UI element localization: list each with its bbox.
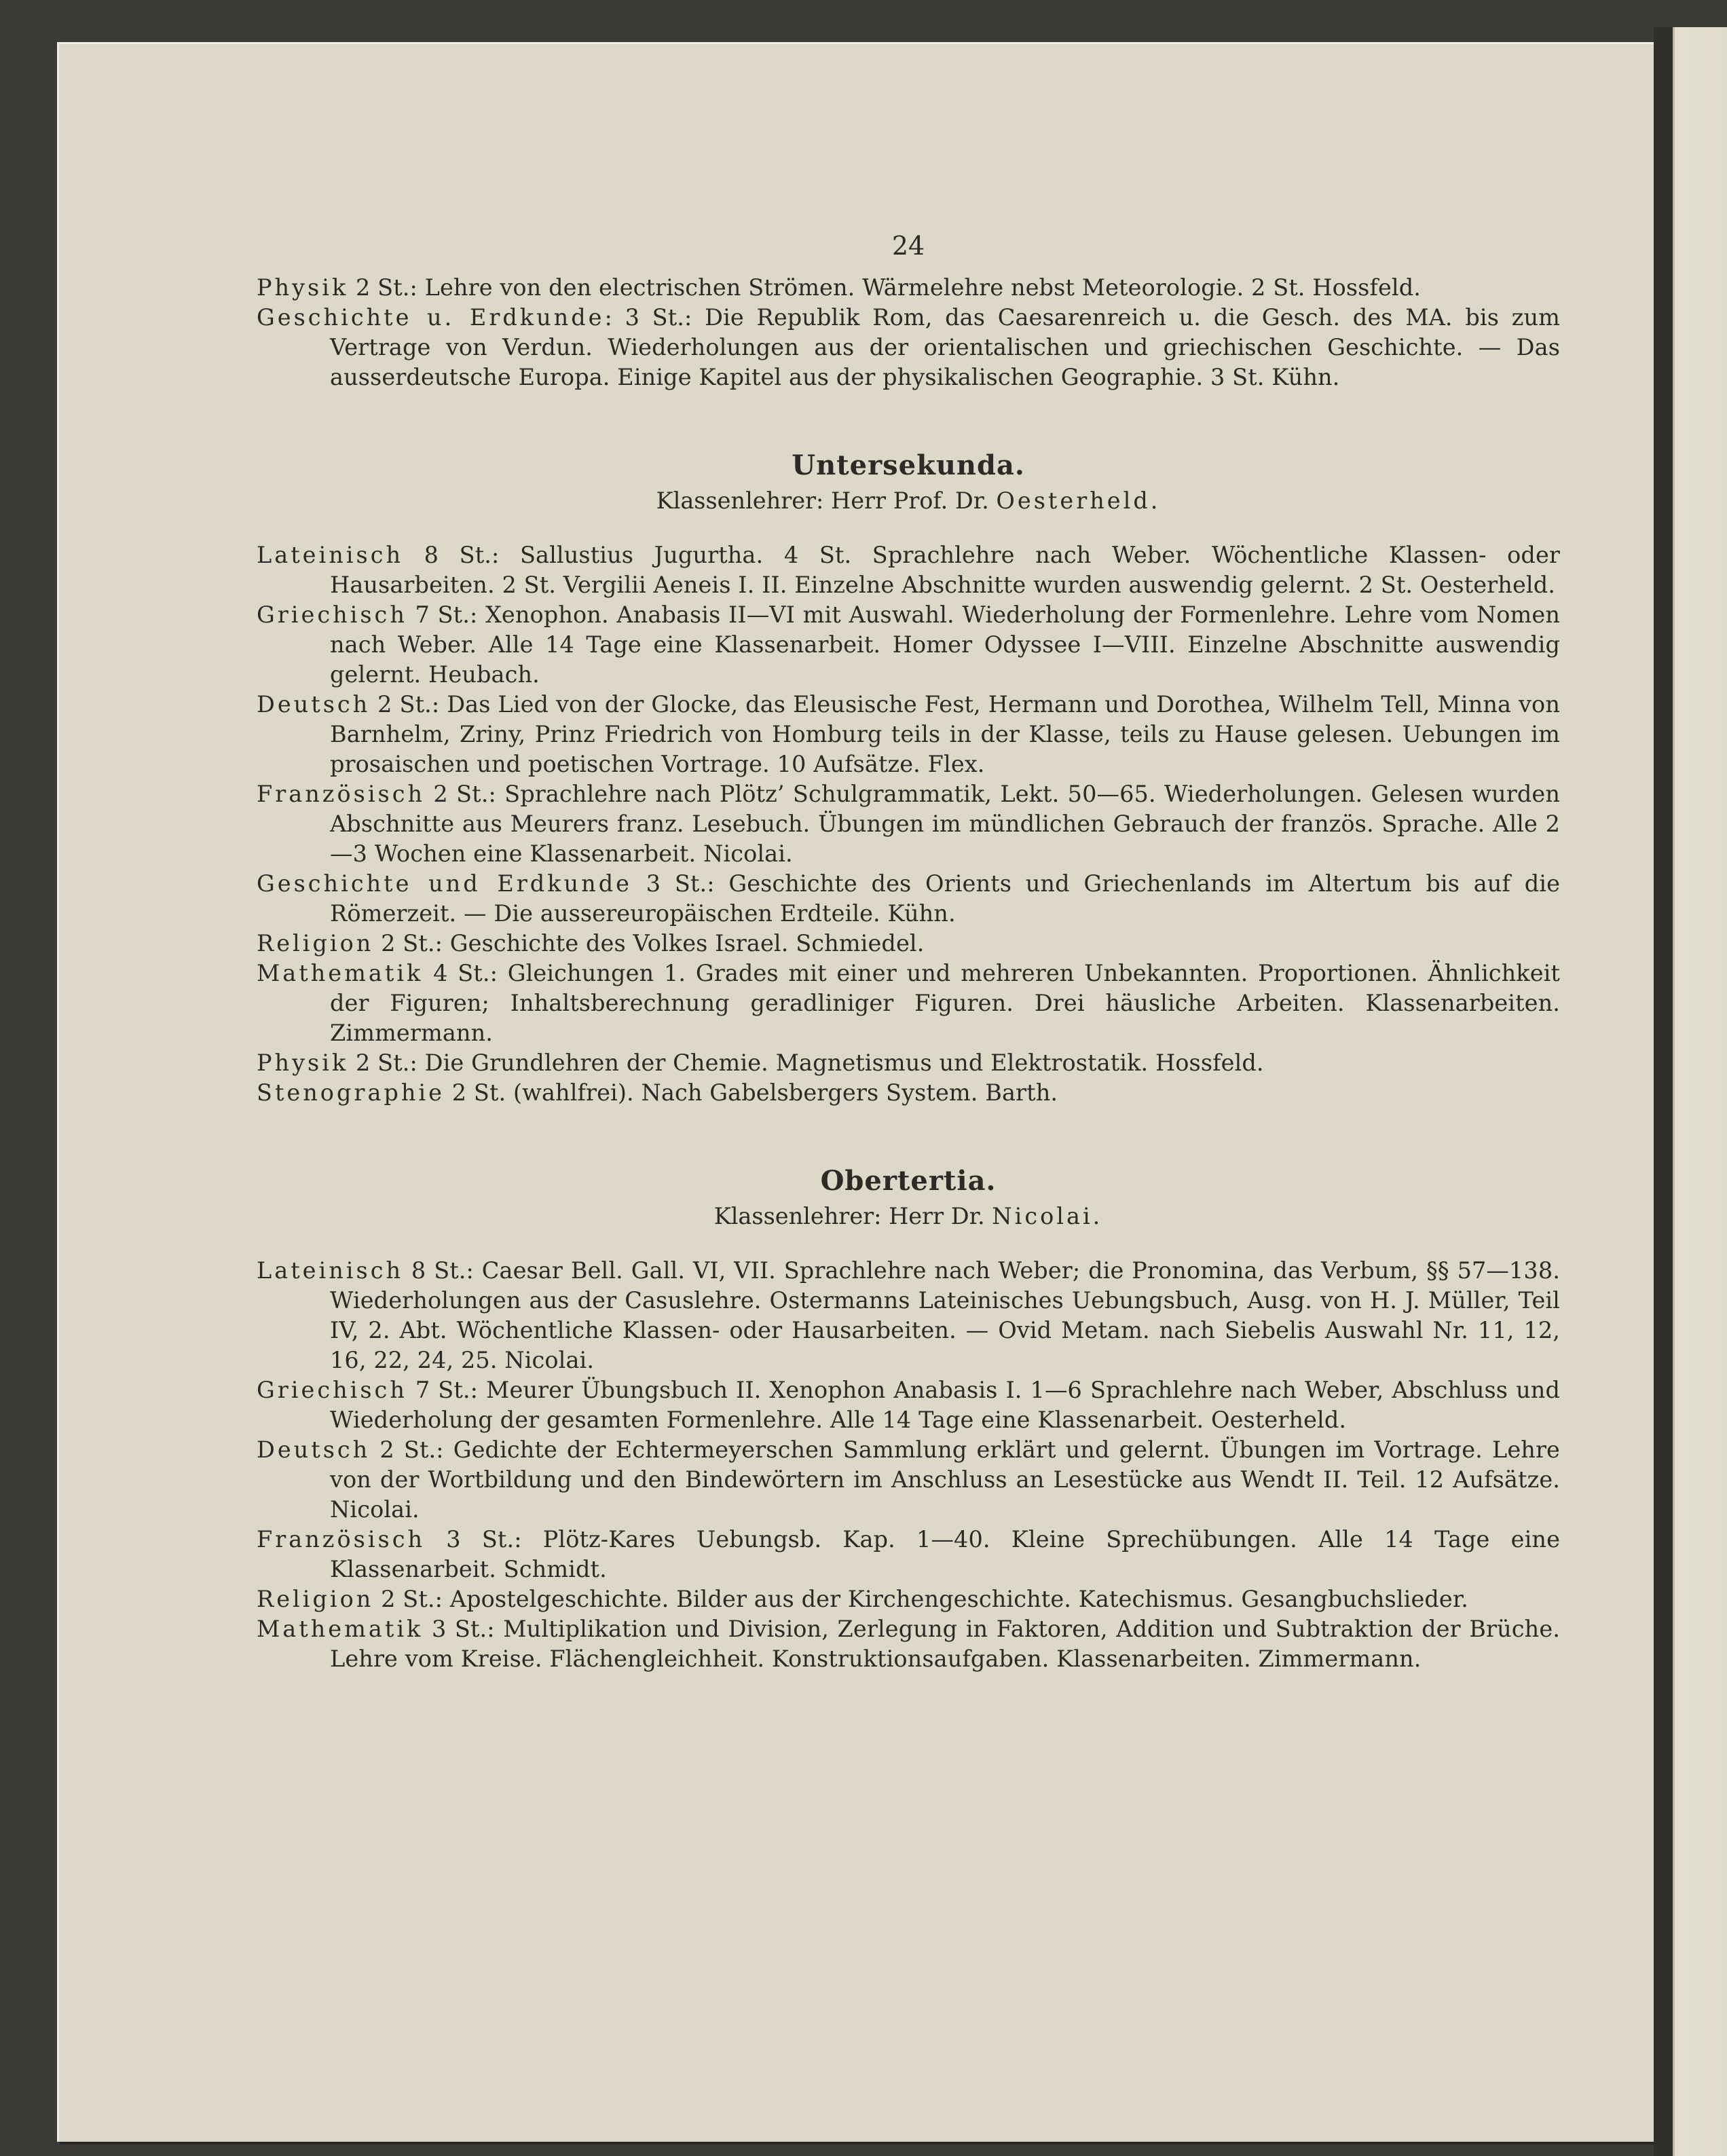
section-heading-untersekunda: Untersekunda. [792, 449, 1025, 481]
entry-subject: Lateinisch [257, 542, 404, 568]
entry-subject: Deutsch [257, 691, 371, 718]
entry-subject: Mathematik [257, 1616, 424, 1642]
teacher-name: Oesterheld. [996, 487, 1161, 514]
entry-text: 2 St. (wahlfrei). Nach Gabelsbergers System. Barth. [444, 1079, 1058, 1106]
entry-text: 2 St.: Apostelgeschichte. Bilder aus der Kirchengeschichte. Katechismus. Gesangbuchslieder. [373, 1586, 1469, 1612]
entry-text: : 3 St.: Die Republik Rom, das Caesarenreich u. die Gesch. des MA. bis zum Vertrage von Verdun. Wiederholungen aus der orientalischen und griechischen Geschichte. — Das ausserdeutsche Europa. Einige Kapitel aus der physikalischen Geographie. 3 St. Kühn. [330, 304, 1560, 390]
entry-subject: Mathematik [257, 960, 424, 986]
entry-lateinisch [257, 540, 1560, 600]
entry-deutsch [257, 1435, 1560, 1525]
entry-religion [257, 929, 1560, 959]
section-heading-obertertia: Obertertia. [820, 1165, 997, 1197]
entry-subject: Religion [257, 1586, 374, 1612]
entry-subject: Deutsch [257, 1436, 371, 1463]
entry-subject: Französisch [257, 781, 426, 807]
entry-subject: Griechisch [257, 1377, 407, 1403]
entry-lateinisch [257, 1256, 1560, 1375]
entry-subject: Physik [257, 274, 349, 301]
entry-text: 8 St.: Sallustius Jugurtha. 4 St. Sprachlehre nach Weber. Wöchentliche Klassen- oder Hausarbeiten. 2 St. Vergilii Aeneis I. II. Einzelne Abschnitte wurden auswendig gelernt. 2 St. Oesterheld. [330, 542, 1560, 598]
entry-geschichte-obersekunda [257, 303, 1560, 392]
page-gutter-line [1673, 27, 1675, 2156]
entry-griechisch [257, 600, 1560, 690]
entry-subject: Stenographie [257, 1079, 445, 1106]
class-teacher-line [257, 1202, 1560, 1231]
class-teacher-line [257, 486, 1560, 516]
entry-subject: Griechisch [257, 601, 407, 628]
facing-page-edge [1654, 27, 1727, 2156]
entry-text: 3 St.: Plötz-Kares Uebungsb. Kap. 1—40. Kleine Sprechübungen. Alle 14 Tage eine Klassenarbeit. Schmidt. [330, 1526, 1560, 1582]
entry-text: 2 St.: Lehre von den electrischen Strömen. Wärmelehre nebst Meteorologie. 2 St. Hossfeld. [348, 274, 1422, 301]
teacher-prefix: Klassenlehrer: Herr Prof. Dr. [656, 487, 997, 514]
entry-mathematik [257, 1614, 1560, 1674]
entry-text: 3 St.: Multiplikation und Division, Zerlegung in Faktoren, Addition und Subtraktion der Brüche. Lehre vom Kreise. Flächengleichheit. Konstruktionsaufgaben. Klassenarbeiten. Zimmermann. [330, 1616, 1560, 1672]
entry-mathematik [257, 959, 1560, 1048]
entry-subject: Geschichte und Erdkunde [257, 870, 632, 897]
entry-deutsch [257, 690, 1560, 779]
page-number: 24 [891, 231, 925, 261]
entry-text: 2 St.: Geschichte des Volkes Israel. Schmiedel. [373, 930, 925, 956]
entry-subject: Physik [257, 1049, 349, 1076]
teacher-name: Nicolai. [992, 1203, 1103, 1229]
entry-subject: Geschichte u. Erdkunde [257, 304, 605, 331]
entry-religion [257, 1584, 1560, 1614]
entry-text: 3 St.: Geschichte des Orients und Griechenlands im Altertum bis auf die Römerzeit. — Die aussereuropäischen Erdteile. Kühn. [330, 870, 1560, 927]
entry-text: 2 St.: Gedichte der Echtermeyerschen Sammlung erklärt und gelernt. Übungen im Vortrage. Lehre von der Wortbildung und den Bindewörtern im Anschluss an Lesestücke aus Wendt II. Teil. 12 Aufsätze. Nicolai. [330, 1436, 1560, 1523]
teacher-prefix: Klassenlehrer: Herr Dr. [713, 1203, 992, 1229]
entry-text: 4 St.: Gleichungen 1. Grades mit einer und mehreren Unbekannten. Proportionen. Ähnlichkeit der Figuren; Inhaltsberechnung geradliniger Figuren. Drei häusliche Arbeiten. Klassenarbeiten. Zimmermann. [330, 960, 1560, 1046]
entry-text: 2 St.: Sprachlehre nach Plötz’ Schulgrammatik, Lekt. 50—65. Wiederholungen. Gelesen wurden Abschnitte aus Meurers franz. Lesebuch. Übungen im mündlichen Gebrauch der französ. Sprache. Alle 2—3 Wochen eine Klassenarbeit. Nicolai. [330, 781, 1560, 867]
entry-physik-obersekunda [257, 273, 1560, 303]
entry-text: 2 St.: Die Grundlehren der Chemie. Magnetismus und Elektrostatik. Hossfeld. [348, 1049, 1264, 1076]
entry-subject: Lateinisch [257, 1257, 404, 1284]
entry-text: 7 St.: Xenophon. Anabasis II—VI mit Auswahl. Wiederholung der Formenlehre. Lehre vom Nomen nach Weber. Alle 14 Tage eine Klassenarbeit. Homer Odyssee I—VIII. Einzelne Abschnitte auswendig gelernt. Heubach. [330, 601, 1560, 688]
entry-geschichte-erdkunde [257, 869, 1560, 929]
entry-text: 8 St.: Caesar Bell. Gall. VI, VII. Sprachlehre nach Weber; die Pronomina, das Verbum, §§ 57—138. Wiederholungen aus der Casuslehre. Ostermanns Lateinisches Uebungsbuch, Ausg. von H. J. Müller, Teil IV, 2. Abt. Wöchentliche Klassen- oder Hausarbeiten. — Ovid Metam. nach Siebelis Auswahl Nr. 11, 12, 16, 22, 24, 25. Nicolai. [330, 1257, 1560, 1373]
entry-text: 2 St.: Das Lied von der Glocke, das Eleusische Fest, Hermann und Dorothea, Wilhelm Tell, Minna von Barnhelm, Zriny, Prinz Friedrich von Homburg teils in der Klasse, teils zu Hause gelesen. Uebungen im prosaischen und poetischen Vortrage. 10 Aufsätze. Flex. [330, 691, 1560, 777]
entry-stenographie [257, 1078, 1560, 1108]
entry-physik [257, 1048, 1560, 1078]
entry-franzoesisch [257, 1525, 1560, 1584]
entry-subject: Religion [257, 930, 374, 956]
entry-franzoesisch [257, 779, 1560, 869]
entry-text: 7 St.: Meurer Übungsbuch II. Xenophon Anabasis I. 1—6 Sprachlehre nach Weber, Abschluss und Wiederholung der gesamten Formenlehre. Alle 14 Tage eine Klassenarbeit. Oesterheld. [330, 1377, 1560, 1433]
page-content [257, 231, 1560, 1674]
entry-griechisch [257, 1375, 1560, 1435]
entry-subject: Französisch [257, 1526, 426, 1553]
